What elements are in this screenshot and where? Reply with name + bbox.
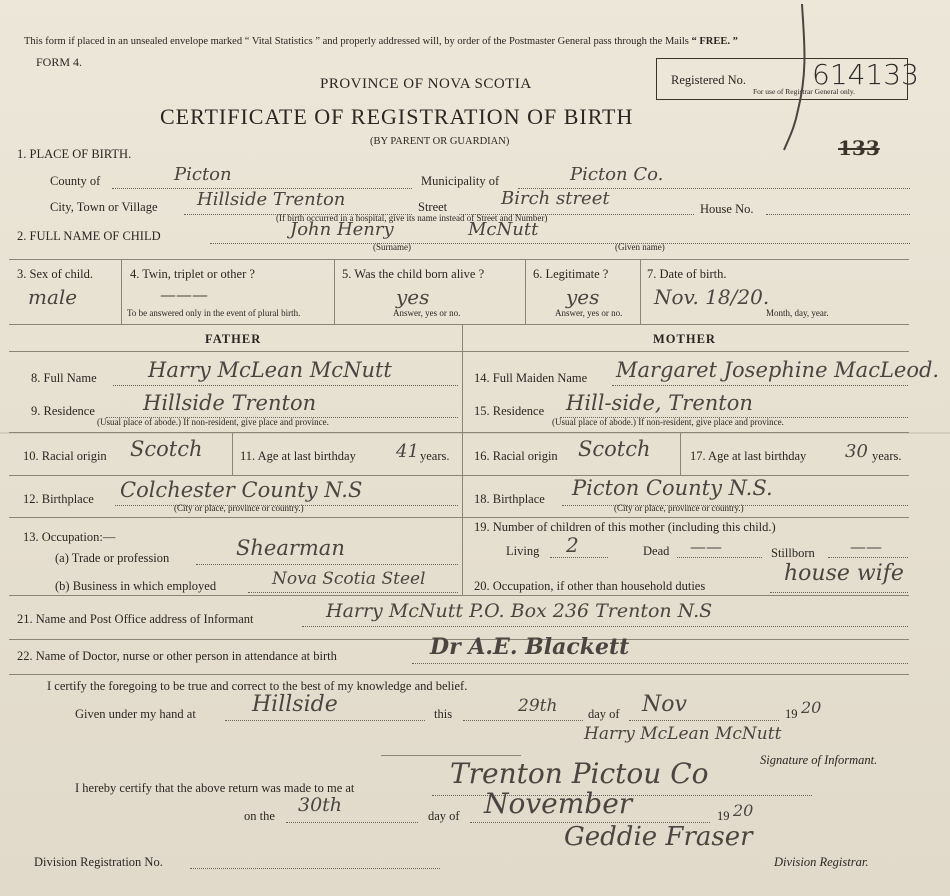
occupation-label: 13. Occupation:— [23,530,116,544]
father-years: years. [420,449,450,463]
certify-text: I certify the foregoing to be true and correct to the best of my knowledge and belief. [47,679,468,693]
trade-value: Shearman [236,536,345,560]
father-heading: FATHER [205,332,262,346]
living-line [550,557,608,558]
this-day-line [463,720,583,721]
city-label: City, Town or Village [50,200,158,214]
municipality-value: Picton Co. [570,164,664,185]
father-racial-label: 10. Racial origin [23,449,107,463]
dead-value: —— [690,537,722,556]
division-no-label: Division Registration No. [34,855,163,869]
year-prefix: 19 [785,707,798,721]
street-label: Street [418,200,448,214]
division-no-line [190,868,440,869]
signature-informant-label: Signature of Informant. [760,753,878,767]
legitimate-answer-note: Answer, yes or no. [555,308,623,318]
father-birthplace-label: 12. Birthplace [23,492,94,506]
divider [680,432,681,475]
legitimate-label: 6. Legitimate ? [533,267,609,281]
twin-label: 4. Twin, triplet or other ? [130,267,255,281]
stamp-number: 133 [838,136,880,160]
sex-value: male [28,285,78,309]
day-of-label-2: day of [428,809,460,823]
notice-part-b: “ Vital Statistics ” [244,36,321,47]
house-no-label: House No. [700,202,754,216]
business-value: Nova Scotia Steel [272,569,426,589]
row-bottom-border [9,324,909,325]
place-of-birth-heading: 1. PLACE OF BIRTH. [17,147,132,161]
section-border [9,351,909,352]
informant-line [302,626,908,627]
nonresident-note: If non-resident, give place and province. [638,417,784,427]
county-value: Picton [174,164,232,185]
trade-label: (a) Trade or profession [55,551,170,565]
county-label: County of [50,174,101,188]
alive-answer-note: Answer, yes or no. [393,308,461,318]
twin-note: To be answered only in the event of plural birth. [127,308,301,318]
on-the-label: on the [244,809,275,823]
section-border [9,595,909,596]
divider [334,259,335,325]
mother-occupation-value: house wife [784,561,904,586]
registrar-note: For use of Registrar General only. [753,87,855,96]
page-title: CERTIFICATE OF REGISTRATION OF BIRTH [160,104,634,129]
dead-label: Dead [643,544,670,558]
year-value: 20 [801,698,822,717]
informant-label: 21. Name and Post Office address of Informant [17,612,254,626]
father-racial-value: Scotch [130,437,203,461]
mother-birthplace-value: Picton County N.S. [572,476,773,500]
doctor-label: 22. Name of Doctor, nurse or other person in attendance at birth [17,649,337,663]
mother-birthplace-label: 18. Birthplace [474,492,545,506]
row-border [9,432,909,433]
on-month-value: November [484,787,633,820]
notice-part-c: and properly addressed will, by order of the Postmaster General pass through the Mails [322,36,689,47]
child-name-label: 2. FULL NAME OF CHILD [17,229,161,243]
given-at-line [225,720,425,721]
stillborn-label: Stillborn [771,546,815,560]
father-name-label: 8. Full Name [31,371,97,385]
living-label: Living [506,544,540,558]
legitimate-value: yes [566,285,600,309]
notice-part-a: This form if placed in an unsealed envelope marked [24,36,243,47]
nonresident-note: If non-resident, give place and province. [183,417,329,427]
business-label: (b) Business in which employed [55,579,217,593]
abode-note: (Usual place of abode.) [97,417,181,427]
surname-note: (Surname) [373,242,411,252]
registrar-signature: Geddie Fraser [564,822,753,852]
mother-bp-note: (City or place, province or country.) [614,503,744,513]
mother-abode-note [552,418,784,427]
dob-value: Nov. 18/20. [654,285,770,309]
dob-note: Month, day, year. [766,308,829,318]
given-under-label: Given under my hand at [75,707,196,721]
father-name-value: Harry McLean McNutt [148,358,392,382]
father-name-line [113,385,458,386]
given-name-note: (Given name) [615,242,665,252]
street-value: Birch street [501,188,610,209]
hospital-note: (If birth occurred in a hospital, give its name instead of Street and Number) [276,213,548,223]
division-registrar-label: Division Registrar. [774,855,869,869]
stillborn-value: —— [850,537,882,556]
father-birthplace-value: Colchester County N.S [120,478,363,502]
municipality-label: Municipality of [421,174,500,188]
abode-note: (Usual place of abode.) [552,417,636,427]
divider [232,432,233,475]
divider [121,259,122,325]
mailing-notice [24,37,738,48]
mother-years: years. [872,449,902,463]
page-subtitle: (BY PARENT OR GUARDIAN) [370,136,510,147]
house-no-line [766,214,910,215]
given-at-value: Hillside [252,692,338,717]
mother-age-label: 17. Age at last birthday [690,449,807,463]
mother-name-value: Margaret Josephine MacLeod. [616,358,940,382]
on-day-value: 30th [298,794,343,816]
this-day-value: 29th [518,696,558,716]
informant-signature: Harry McLean McNutt [584,724,782,744]
divider [525,259,526,325]
father-age-value: 41 [396,441,419,462]
child-given-value: McNutt [468,219,539,240]
row-border [9,475,909,476]
twin-value: ——— [160,285,208,304]
made-at-value: Trenton Pictou Co [450,757,709,790]
mother-name-label: 14. Full Maiden Name [474,371,588,385]
dead-line [677,557,762,558]
dob-label: 7. Date of birth. [647,267,727,281]
year-value-2: 20 [733,801,754,820]
sex-label: 3. Sex of child. [17,267,94,281]
child-name-line [210,243,910,244]
living-value: 2 [566,533,579,557]
row-border [9,674,909,675]
father-residence-value: Hillside Trenton [143,391,317,415]
doctor-line [412,663,908,664]
mother-racial-value: Scotch [578,437,651,461]
day-month-line [629,720,779,721]
business-line [248,592,458,593]
registered-label: Registered No. [671,73,746,87]
father-age-label: 11. Age at last birthday [240,449,356,463]
divider [640,259,641,325]
doctor-value: Dr A.E. Blackett [430,634,630,660]
year-prefix-2: 19 [717,809,730,823]
day-month-value: Nov [642,692,687,717]
pen-stroke-mark [770,0,830,160]
day-of-label: day of [588,707,620,721]
mother-age-value: 30 [845,441,868,462]
parents-divider [462,325,463,595]
informant-value: Harry McNutt P.O. Box 236 Trenton N.S [326,600,713,622]
children-label: 19. Number of children of this mother (including this child.) [474,520,776,534]
alive-label: 5. Was the child born alive ? [342,267,485,281]
short-rule [381,755,521,756]
on-day-line [286,822,418,823]
province-heading: PROVINCE OF NOVA SCOTIA [320,76,532,92]
mother-residence-value: Hill-side, Trenton [566,391,753,415]
registered-number: 614133 [812,58,919,91]
mother-residence-label: 15. Residence [474,404,545,418]
row-top-border [9,259,909,260]
mother-occupation-line [770,592,908,593]
form-number: FORM 4. [36,55,83,69]
father-bp-note: (City or place, province or country.) [174,503,304,513]
child-surname-value: John Henry [290,219,394,240]
alive-value: yes [396,285,430,309]
father-residence-label: 9. Residence [31,404,95,418]
this-label: this [434,707,453,721]
trade-line [196,564,458,565]
mother-racial-label: 16. Racial origin [474,449,558,463]
father-abode-note [97,418,329,427]
mother-name-line [612,385,908,386]
notice-part-d: “ FREE. ” [691,36,738,47]
mother-occupation-label: 20. Occupation, if other than household duties [474,579,706,593]
stillborn-line [828,557,908,558]
mother-heading: MOTHER [653,332,716,346]
city-value: Hillside Trenton [197,189,346,210]
row-border [9,517,909,518]
hereby-label: I hereby certify that the above return was made to me at [75,781,355,795]
